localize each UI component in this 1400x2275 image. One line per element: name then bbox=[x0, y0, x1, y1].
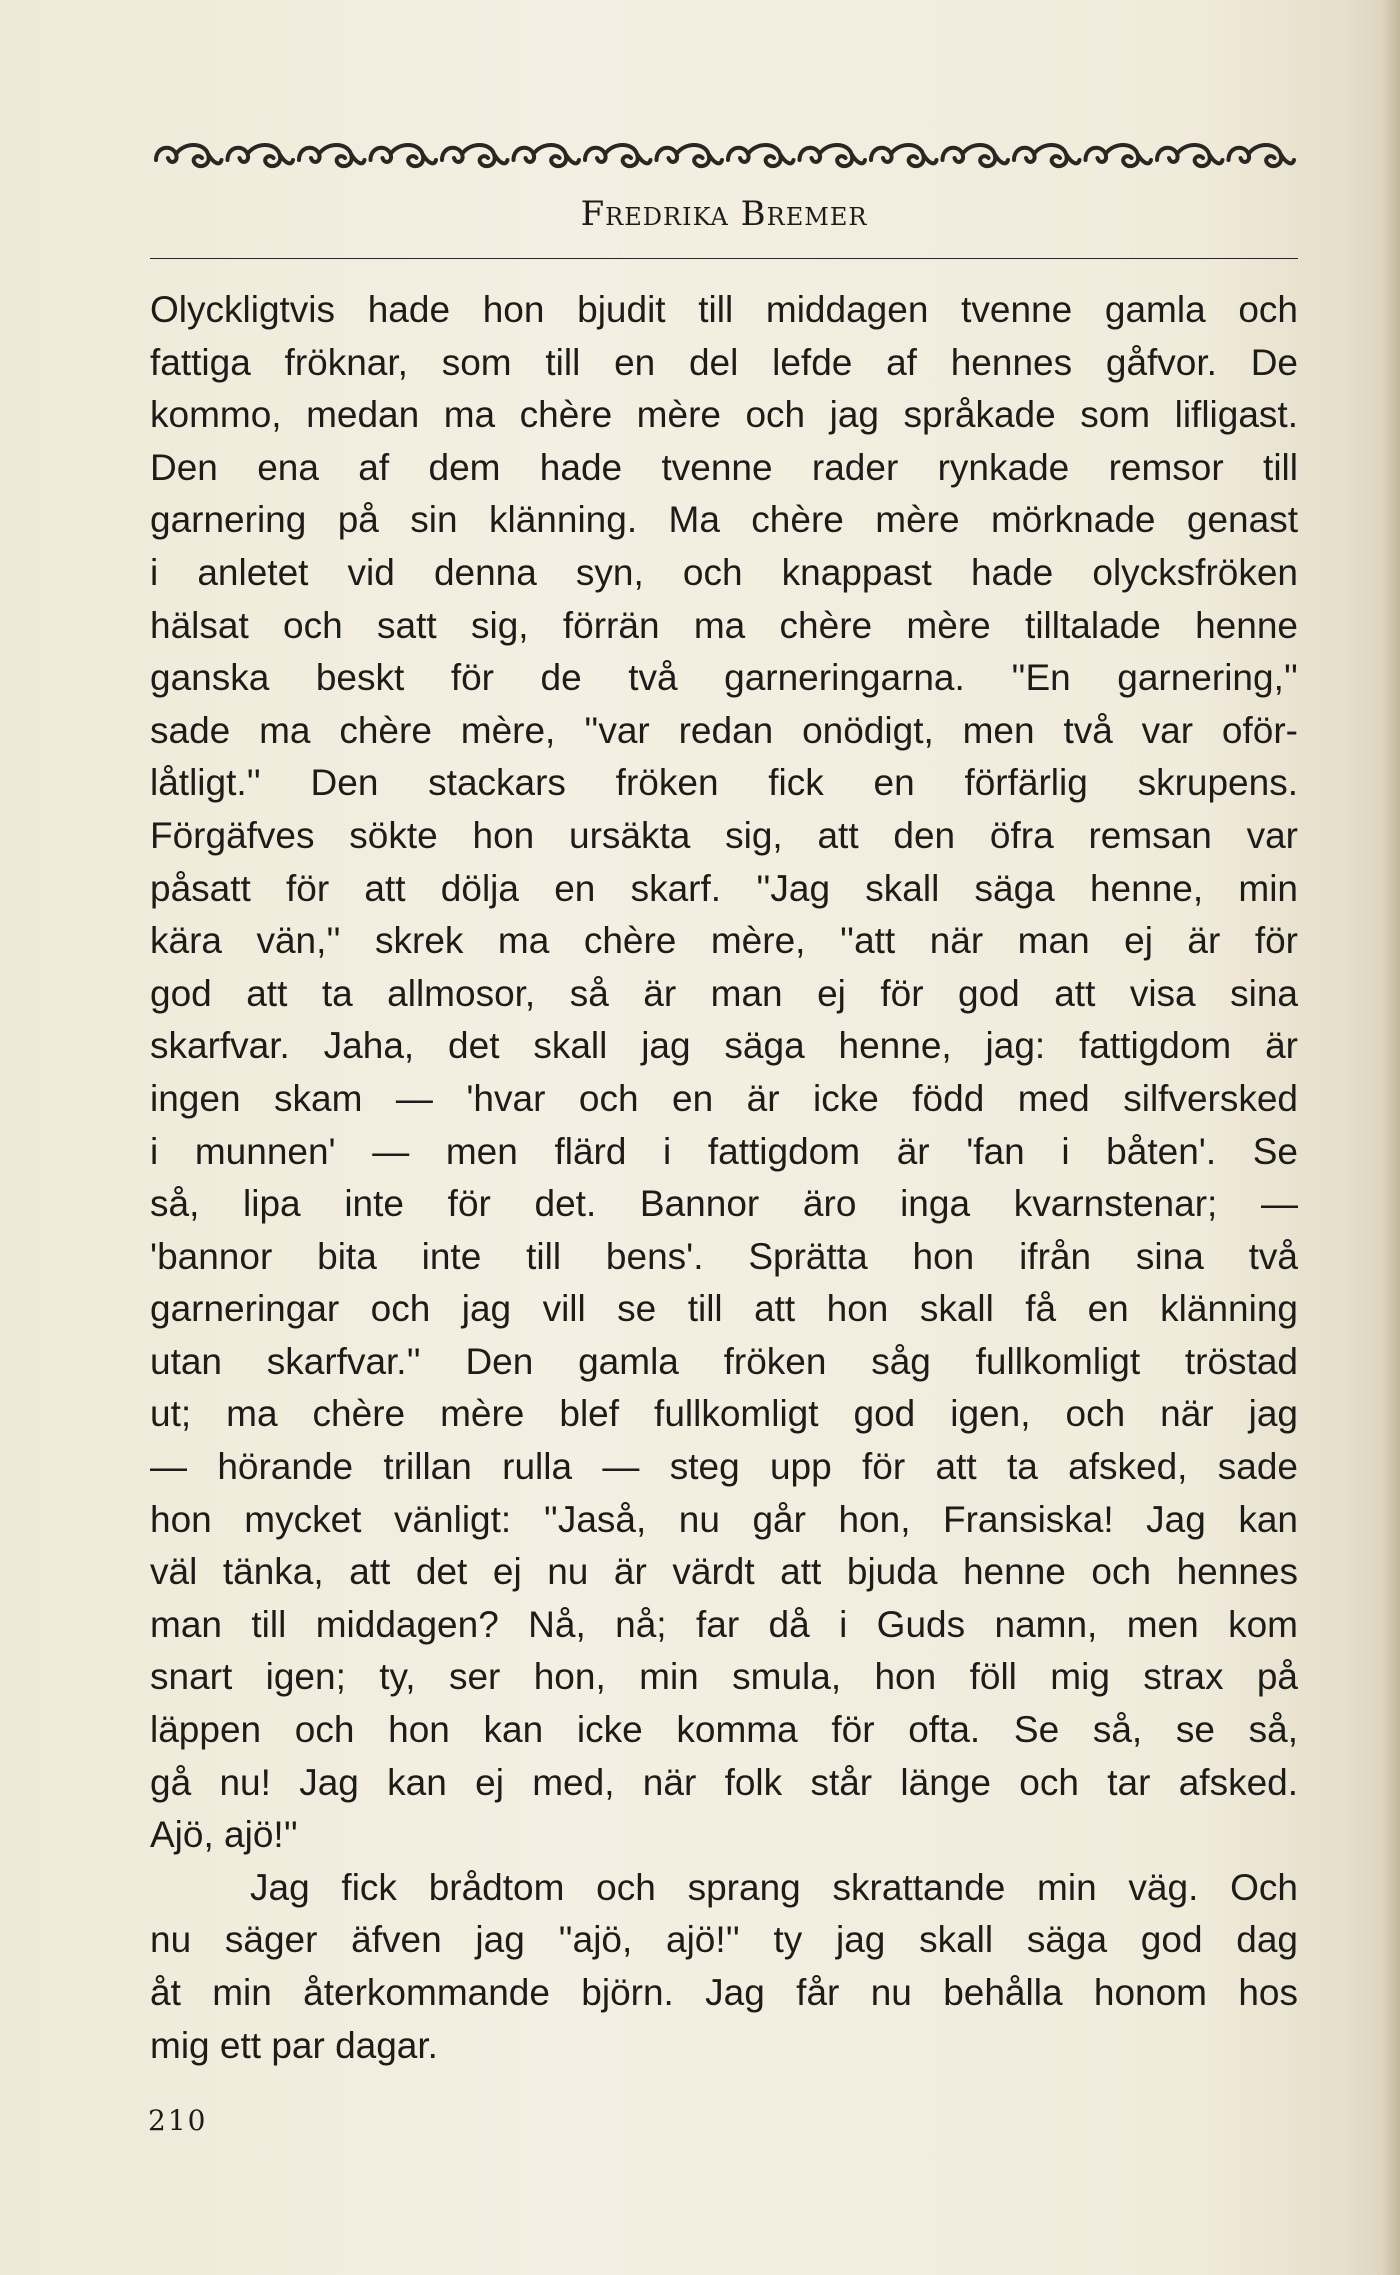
text-line: i anletet vid denna syn, och knappast hade olycksfröken bbox=[150, 551, 1298, 593]
ornament-scroll-unit bbox=[657, 145, 723, 166]
text-line: så, lipa inte för det. Bannor äro inga kvarnstenar; — bbox=[150, 1183, 1298, 1225]
paragraph bbox=[150, 284, 1298, 1862]
ornament-scroll-unit bbox=[228, 145, 294, 166]
text-line: garneringar och jag vill se till att hon skall få en klänning bbox=[150, 1288, 1298, 1330]
text-line: — hörande trillan rulla — steg upp för att ta afsked, sade bbox=[150, 1446, 1298, 1488]
text-line: i munnen' — men flärd i fattigdom är 'fan i båten'. Se bbox=[150, 1130, 1298, 1172]
ornament-scroll-unit bbox=[800, 145, 866, 166]
paragraph bbox=[150, 1862, 1298, 2072]
text-line: ganska beskt för de två garneringarna. ''En garnering,'' bbox=[150, 657, 1298, 699]
ornament-scroll-unit bbox=[514, 145, 580, 166]
text-line: gå nu! Jag kan ej med, när folk står länge och tar afsked. bbox=[150, 1761, 1298, 1803]
text-line: skarfvar. Jaha, det skall jag säga henne, jag: fattigdom är bbox=[150, 1025, 1298, 1067]
ornament-scroll-unit bbox=[442, 145, 508, 166]
text-line: Ajö, ajö!'' bbox=[150, 1814, 298, 1856]
text-line: fattiga fröknar, som till en del lefde af hennes gåfvor. De bbox=[150, 341, 1298, 383]
ornament-scroll-unit bbox=[156, 145, 222, 166]
ornament-scroll-unit bbox=[1014, 145, 1080, 166]
text-line: låtligt.'' Den stackars fröken fick en förfärlig skrupens. bbox=[150, 762, 1298, 804]
text-line: snart igen; ty, ser hon, min smula, hon föll mig strax på bbox=[150, 1656, 1298, 1698]
header-rule bbox=[150, 258, 1298, 259]
text-line: kommo, medan ma chère mère och jag språkade som lifligast. bbox=[150, 394, 1298, 436]
page-number: 210 bbox=[148, 2104, 208, 2137]
text-line: man till middagen? Nå, nå; far då i Guds namn, men kom bbox=[150, 1603, 1298, 1645]
page-edge-shadow bbox=[1382, 0, 1400, 2275]
text-line: Den ena af dem hade tvenne rader rynkade remsor till bbox=[150, 446, 1298, 488]
text-line: nu säger äfven jag ''ajö, ajö!'' ty jag skall säga god dag bbox=[150, 1919, 1298, 1961]
text-line: hon mycket vänligt: ''Jaså, nu går hon, Fransiska! Jag kan bbox=[150, 1498, 1298, 1540]
text-line: Förgäfves sökte hon ursäkta sig, att den öfra remsan var bbox=[150, 814, 1298, 856]
text-line: utan skarfvar.'' Den gamla fröken såg fullkomligt tröstad bbox=[150, 1340, 1298, 1382]
text-line: garnering på sin klänning. Ma chère mère mörknade genast bbox=[150, 499, 1298, 541]
running-head: Fredrika Bremer bbox=[580, 194, 868, 234]
text-line: påsatt för att dölja en skarf. ''Jag skall säga henne, min bbox=[150, 867, 1298, 909]
text-line: sade ma chère mère, ''var redan onödigt, men två var oför- bbox=[150, 709, 1298, 751]
scroll-wave-ornament-icon bbox=[152, 138, 1296, 174]
ornament-scroll-unit bbox=[728, 145, 794, 166]
ornament-scroll-unit bbox=[299, 145, 365, 166]
ornament-scroll-unit bbox=[943, 145, 1009, 166]
text-line: läppen och hon kan icke komma för ofta. Se så, se så, bbox=[150, 1709, 1298, 1751]
text-line: god att ta allmosor, så är man ej för god att visa sina bbox=[150, 972, 1298, 1014]
text-line: ingen skam — 'hvar och en är icke född med silfversked bbox=[150, 1077, 1298, 1119]
text-line: mig ett par dagar. bbox=[150, 2024, 438, 2066]
ornament-scroll-unit bbox=[1086, 145, 1152, 166]
text-line: åt min återkommande björn. Jag får nu behålla honom hos bbox=[150, 1972, 1298, 2013]
text-line: väl tänka, att det ej nu är värdt att bjuda henne och hennes bbox=[150, 1551, 1298, 1593]
text-line: Olyckligtvis hade hon bjudit till middagen tvenne gamla och bbox=[150, 289, 1298, 330]
ornament-scroll-unit bbox=[371, 145, 437, 166]
text-line: Jag fick brådtom och sprang skrattande min väg. Och bbox=[250, 1866, 1298, 1908]
ornament-scroll-unit bbox=[585, 145, 651, 166]
text-line: hälsat och satt sig, förrän ma chère mère tilltalade henne bbox=[150, 604, 1298, 646]
text-line: 'bannor bita inte till bens'. Sprätta hon ifrån sina två bbox=[150, 1235, 1298, 1277]
ornament-scroll-unit bbox=[1157, 145, 1223, 166]
ornament-scroll-unit bbox=[1229, 145, 1295, 166]
text-line: kära vän,'' skrek ma chère mère, ''att när man ej är för bbox=[150, 920, 1298, 962]
body-text bbox=[150, 284, 1298, 2072]
text-line: ut; ma chère mère blef fullkomligt god igen, och när jag bbox=[150, 1393, 1298, 1435]
ornament-scroll-unit bbox=[871, 145, 937, 166]
